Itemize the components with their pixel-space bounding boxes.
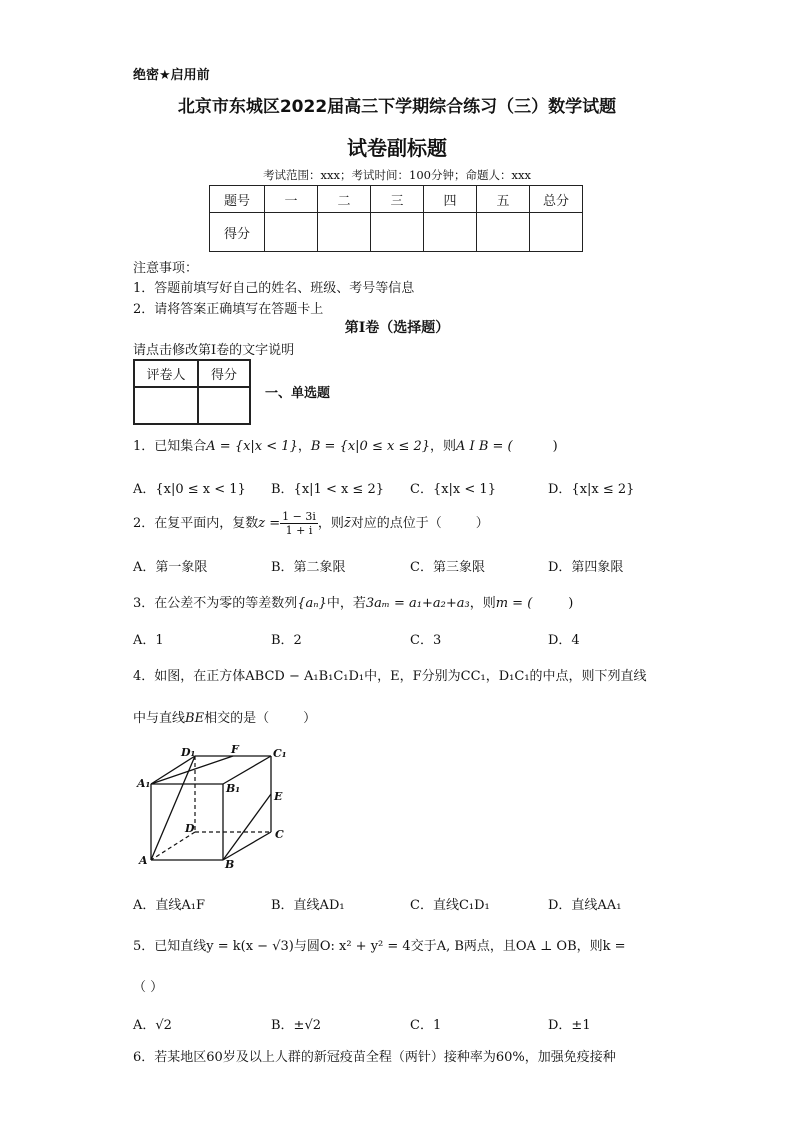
- option-c[interactable]: C．直线C₁D₁: [410, 898, 490, 913]
- exam-title: 北京市东城区2022届高三下学期综合练习（三）数学试题: [177, 97, 617, 117]
- label-a1: A₁: [137, 777, 151, 790]
- q1-set-b: B = {x|0 ≤ x ≤ 2}: [310, 439, 431, 454]
- q2-text: 2．在复平面内，复数: [133, 516, 259, 531]
- exam-meta: 考试范围：xxx；考试时间：100分钟；命题人：xxx: [263, 168, 531, 182]
- label-f: F: [231, 743, 239, 756]
- option-c[interactable]: C．第三象限: [410, 560, 485, 575]
- label-b1: B₁: [226, 782, 241, 795]
- score-header-cell: 二: [318, 186, 371, 213]
- question-3-stem: [133, 592, 573, 611]
- grader-cell: [198, 387, 250, 424]
- question-6-line1: 6．若某地区60岁及以上人群的新冠疫苗全程（两针）接种率为60%，加强免疫接种: [133, 1050, 616, 1065]
- q3-text: ，则: [469, 596, 496, 611]
- option-a[interactable]: A．直线A₁F: [133, 898, 206, 913]
- q1-text: ): [552, 439, 558, 454]
- option-a[interactable]: A．1: [133, 633, 164, 648]
- part-one-title: 第I卷（选择题）: [344, 320, 450, 336]
- note-item: 2．请将答案正确填写在答题卡上: [133, 302, 324, 317]
- score-header-cell: 四: [424, 186, 477, 213]
- exam-subtitle: 试卷副标题: [347, 136, 447, 160]
- label-e: E: [274, 790, 283, 803]
- cube-figure: [133, 740, 293, 870]
- option-a[interactable]: A．{x|0 ≤ x < 1}: [133, 482, 246, 497]
- option-b[interactable]: B．第二象限: [271, 560, 346, 575]
- question-1-stem: [133, 435, 558, 454]
- score-header-cell: 一: [265, 186, 318, 213]
- q2-text: ，则: [317, 516, 344, 531]
- score-row-label: 得分: [210, 213, 265, 252]
- notes-heading: 注意事项：: [133, 261, 199, 276]
- label-d: D: [185, 822, 195, 835]
- question-2-stem: [133, 510, 489, 537]
- score-cell: [318, 213, 371, 252]
- section-heading: 一、单选题: [265, 386, 331, 401]
- label-c: C: [275, 828, 284, 841]
- option-b[interactable]: B．2: [271, 633, 302, 648]
- question-4-line2: [133, 707, 316, 726]
- label-d1: D₁: [181, 746, 196, 759]
- label-a: A: [139, 854, 148, 867]
- confidential-mark: 绝密★启用前: [133, 68, 210, 83]
- grader-table: [133, 359, 251, 425]
- score-cell: [265, 213, 318, 252]
- option-d[interactable]: D．第四象限: [548, 560, 624, 575]
- question-5-line1: 5．已知直线y = k(x − √3)与圆O: x² + y² = 4交于A, B两点，且OA ⊥ OB，则k =: [133, 939, 626, 954]
- option-a[interactable]: A．√2: [133, 1018, 172, 1033]
- q3-equation: 3aₘ = a₁+a₂+a₃: [365, 596, 470, 611]
- q3-text: ): [568, 596, 574, 611]
- q2-fraction: [280, 510, 318, 537]
- option-c[interactable]: C．3: [410, 633, 442, 648]
- score-cell: [477, 213, 530, 252]
- grader-cell: [134, 387, 198, 424]
- q4-text: ）: [303, 711, 317, 726]
- q3-text: 3．在公差不为零的等差数列: [133, 596, 298, 611]
- option-d[interactable]: D．{x|x ≤ 2}: [548, 482, 635, 497]
- option-a[interactable]: A．第一象限: [133, 560, 208, 575]
- option-b[interactable]: B．{x|1 < x ≤ 2}: [271, 482, 384, 497]
- q3-text: 中，若: [326, 596, 366, 611]
- q2-zbar: z̄: [343, 516, 351, 531]
- part-one-hint[interactable]: 请点击修改第I卷的文字说明: [133, 343, 295, 358]
- label-c1: C₁: [273, 747, 287, 760]
- question-4-line1: 4．如图，在正方体ABCD − A₁B₁C₁D₁中，E，F分别为CC₁，D₁C₁的中点，则下列直线: [133, 669, 647, 684]
- grader-header: 评卷人: [134, 360, 198, 387]
- q3-m: m = (: [495, 596, 533, 611]
- option-d[interactable]: D．直线AA₁: [548, 898, 622, 913]
- score-header-cell: 五: [477, 186, 530, 213]
- q1-text: 1．已知集合: [133, 439, 207, 454]
- option-c[interactable]: C．1: [410, 1018, 442, 1033]
- option-b[interactable]: B．±√2: [271, 1018, 322, 1033]
- q4-line-be: BE: [185, 711, 205, 726]
- score-header-cell: 题号: [210, 186, 265, 213]
- option-c[interactable]: C．{x|x < 1}: [410, 482, 496, 497]
- q3-sequence: {aₙ}: [297, 596, 327, 611]
- option-d[interactable]: D．4: [548, 633, 580, 648]
- q2-z: z =: [258, 516, 281, 531]
- q1-expr: A I B = (: [456, 439, 513, 454]
- q2-denominator: 1 + i: [285, 524, 313, 537]
- score-table: [209, 185, 583, 252]
- option-b[interactable]: B．直线AD₁: [271, 898, 345, 913]
- q1-text: ，: [297, 439, 311, 454]
- score-header-cell: 三: [371, 186, 424, 213]
- score-cell: [424, 213, 477, 252]
- question-5-line2: （ ）: [133, 980, 164, 995]
- q4-text: 相交的是（: [204, 711, 270, 726]
- score-cell: [371, 213, 424, 252]
- q1-set-a: A = {x|x < 1}: [206, 439, 298, 454]
- q2-text: ）: [475, 516, 489, 531]
- q2-numerator: 1 − 3i: [282, 510, 316, 523]
- q4-text: 中与直线: [133, 711, 186, 726]
- note-item: 1．答题前填写好自己的姓名、班级、考号等信息: [133, 281, 415, 296]
- score-header-cell: 总分: [530, 186, 583, 213]
- q1-text: ，则: [430, 439, 457, 454]
- label-b: B: [225, 858, 235, 870]
- option-d[interactable]: D．±1: [548, 1018, 591, 1033]
- grader-header: 得分: [198, 360, 250, 387]
- score-cell: [530, 213, 583, 252]
- q2-text: 对应的点位于（: [350, 516, 442, 531]
